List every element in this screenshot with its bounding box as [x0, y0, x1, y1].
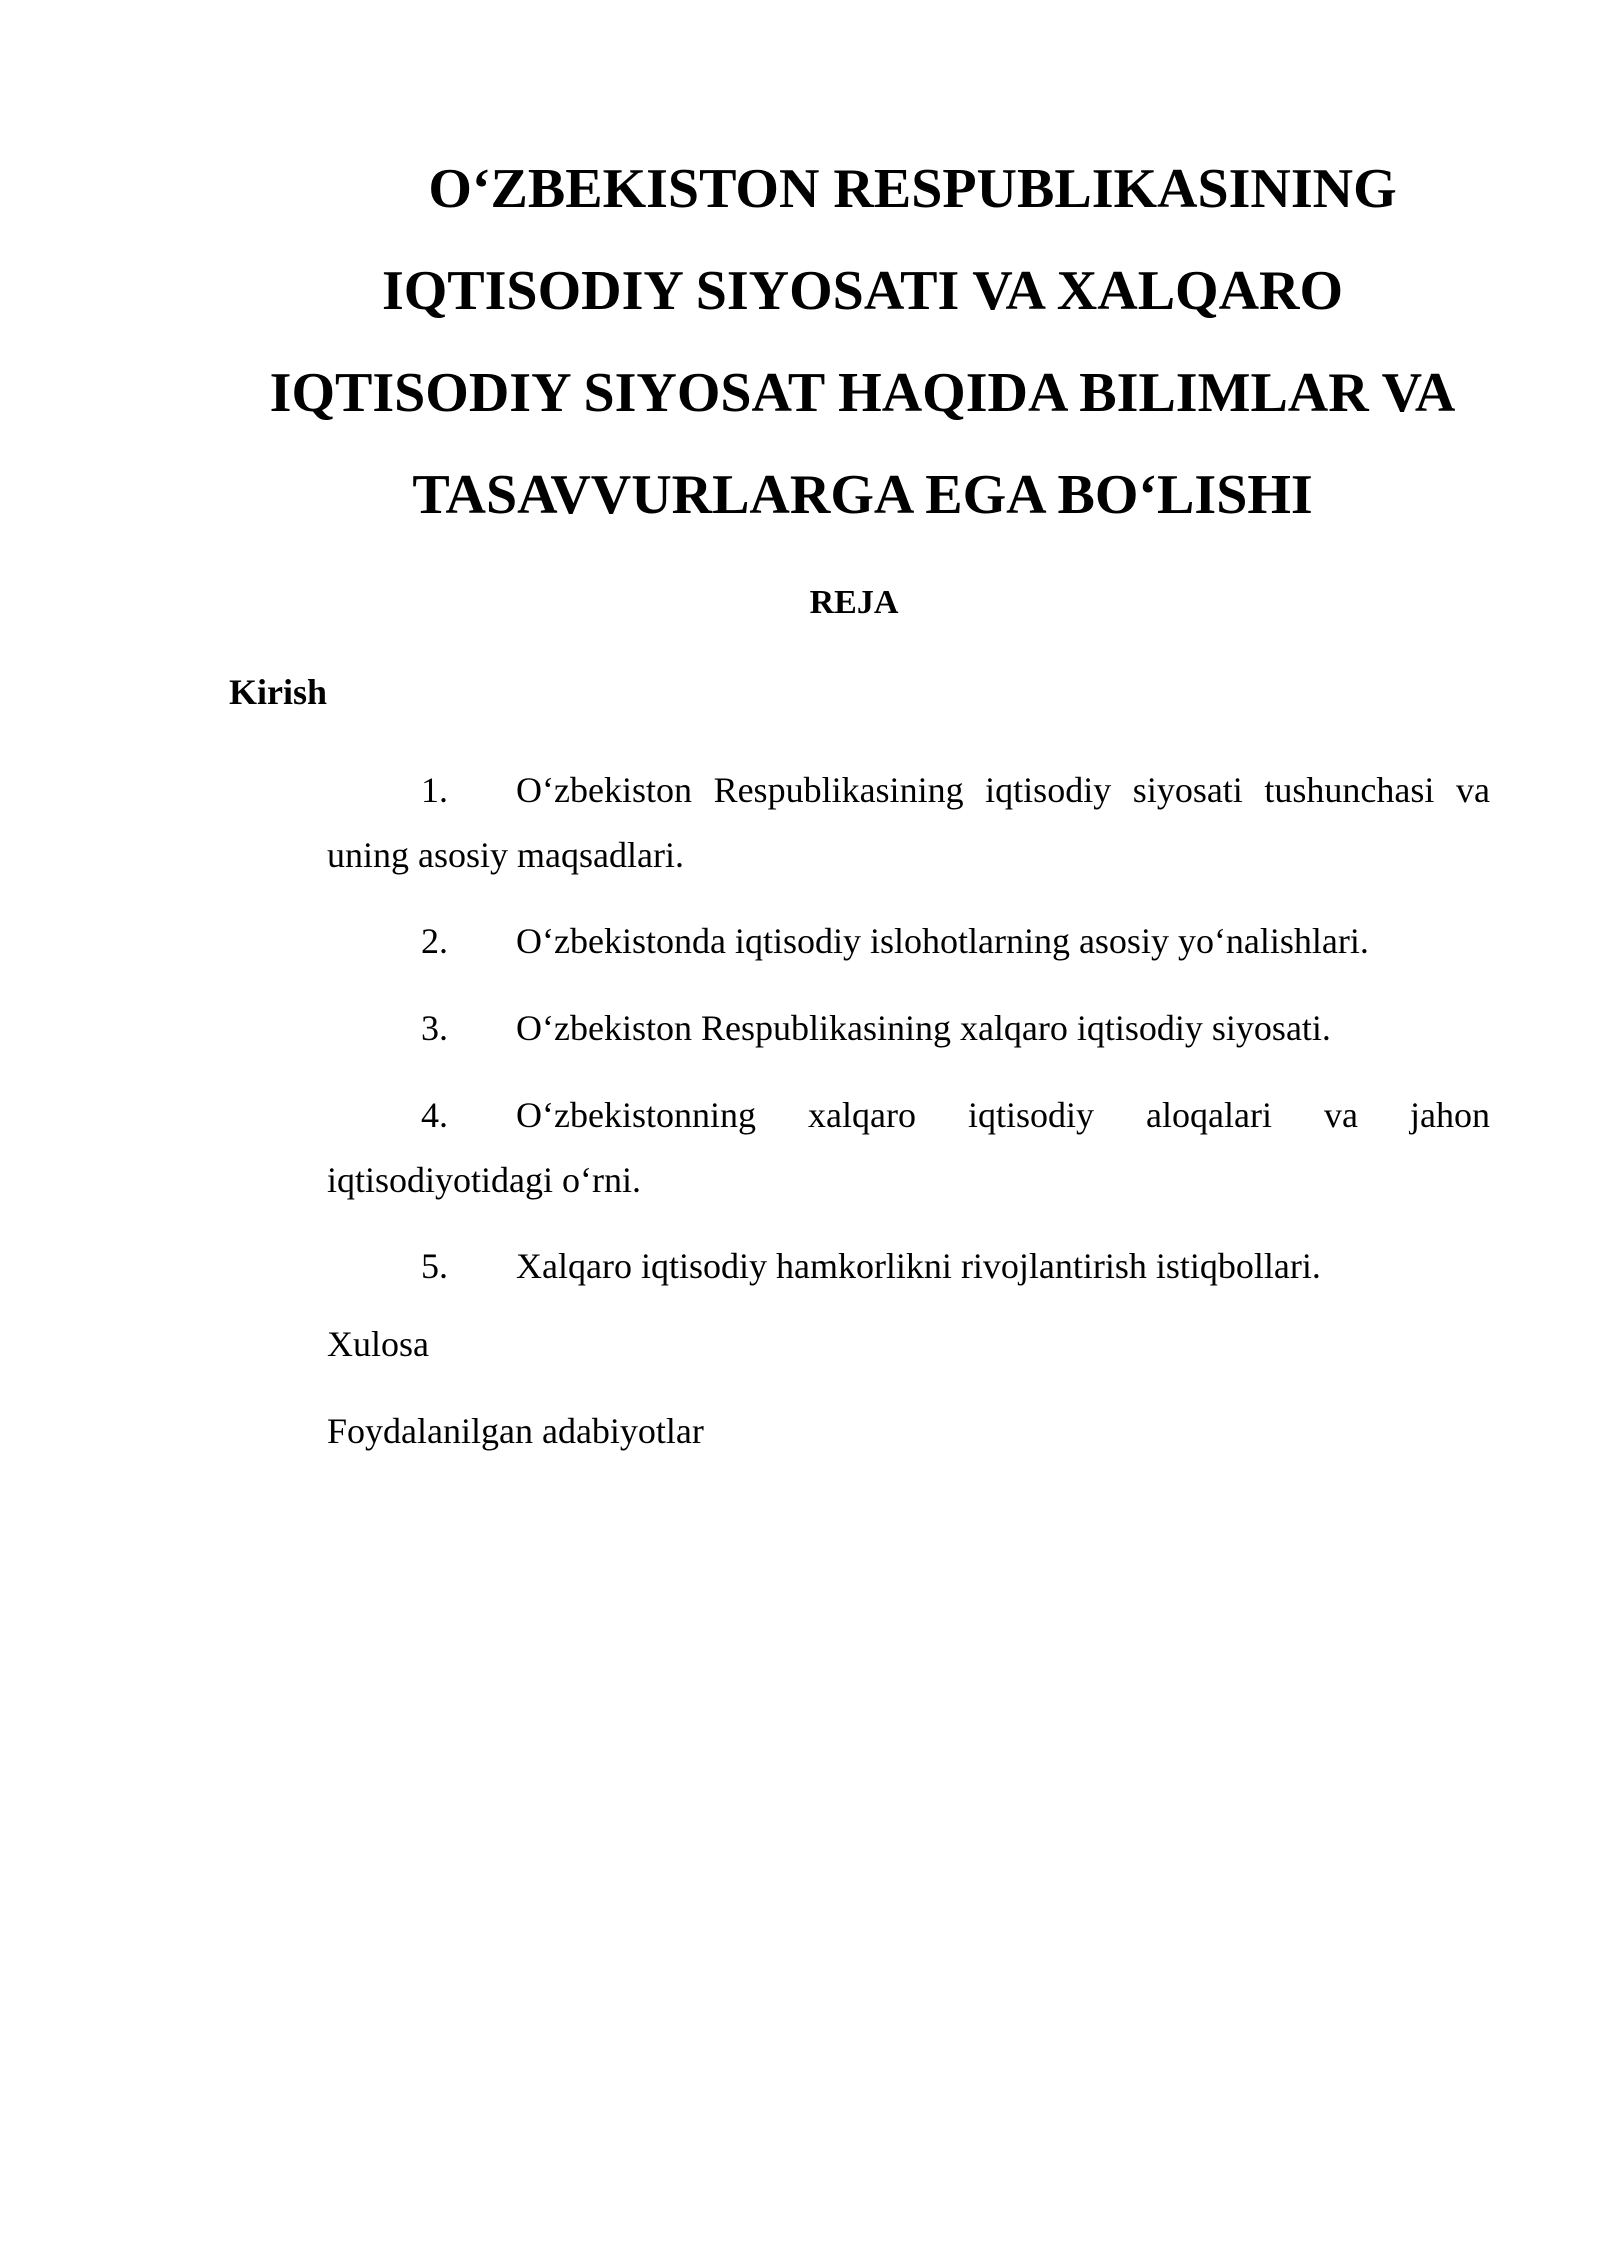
plan-item-number: 2. [421, 921, 448, 961]
plan-item-text: Xalqaro iqtisodiy hamkorlikni rivojlantirish istiqbollari. [516, 1246, 1321, 1286]
plan-item-text: O‘zbekiston Respublikasining xalqaro iqtisodiy siyosati. [516, 1008, 1331, 1048]
references-label: Foydalanilgan adabiyotlar [327, 1411, 704, 1451]
plan-item-5 [327, 1234, 1490, 1299]
title-line-2: IQTISODIY SIYOSATI VA XALQARO [381, 260, 1344, 322]
conclusion-label: Xulosa [327, 1324, 429, 1364]
plan-item-text: O‘zbekistonda iqtisodiy islohotlarning asosiy yo‘nalishlari. [516, 921, 1369, 961]
title-line-4: TASAVVURLARGA EGA BO‘LISHI [412, 464, 1313, 526]
document-title [225, 138, 1500, 546]
plan-item-number: 4. [421, 1095, 448, 1135]
plan-item-number: 1. [421, 770, 448, 810]
plan-heading: REJA [809, 584, 899, 621]
plan-item-number: 5. [421, 1246, 448, 1286]
title-line-1: O‘ZBEKISTON RESPUBLIKASINING [428, 158, 1397, 220]
plan-item-text: O‘zbekiston Respublikasining iqtisodiy siyosati tushunchasi va uning asosiy maqsadlari. [327, 770, 1490, 875]
plan-item-3 [327, 996, 1490, 1061]
title-line-3: IQTISODIY SIYOSAT HAQIDA BILIMLAR VA [269, 362, 1456, 424]
plan-item-2 [327, 909, 1490, 974]
intro-label: Kirish [229, 672, 328, 712]
plan-item-number: 3. [421, 1008, 448, 1048]
plan-item-4 [327, 1083, 1490, 1213]
plan-item-text: O‘zbekistonning xalqaro iqtisodiy aloqalari va jahon iqtisodiyotidagi o‘rni. [327, 1095, 1490, 1200]
plan-item-1 [327, 758, 1490, 888]
